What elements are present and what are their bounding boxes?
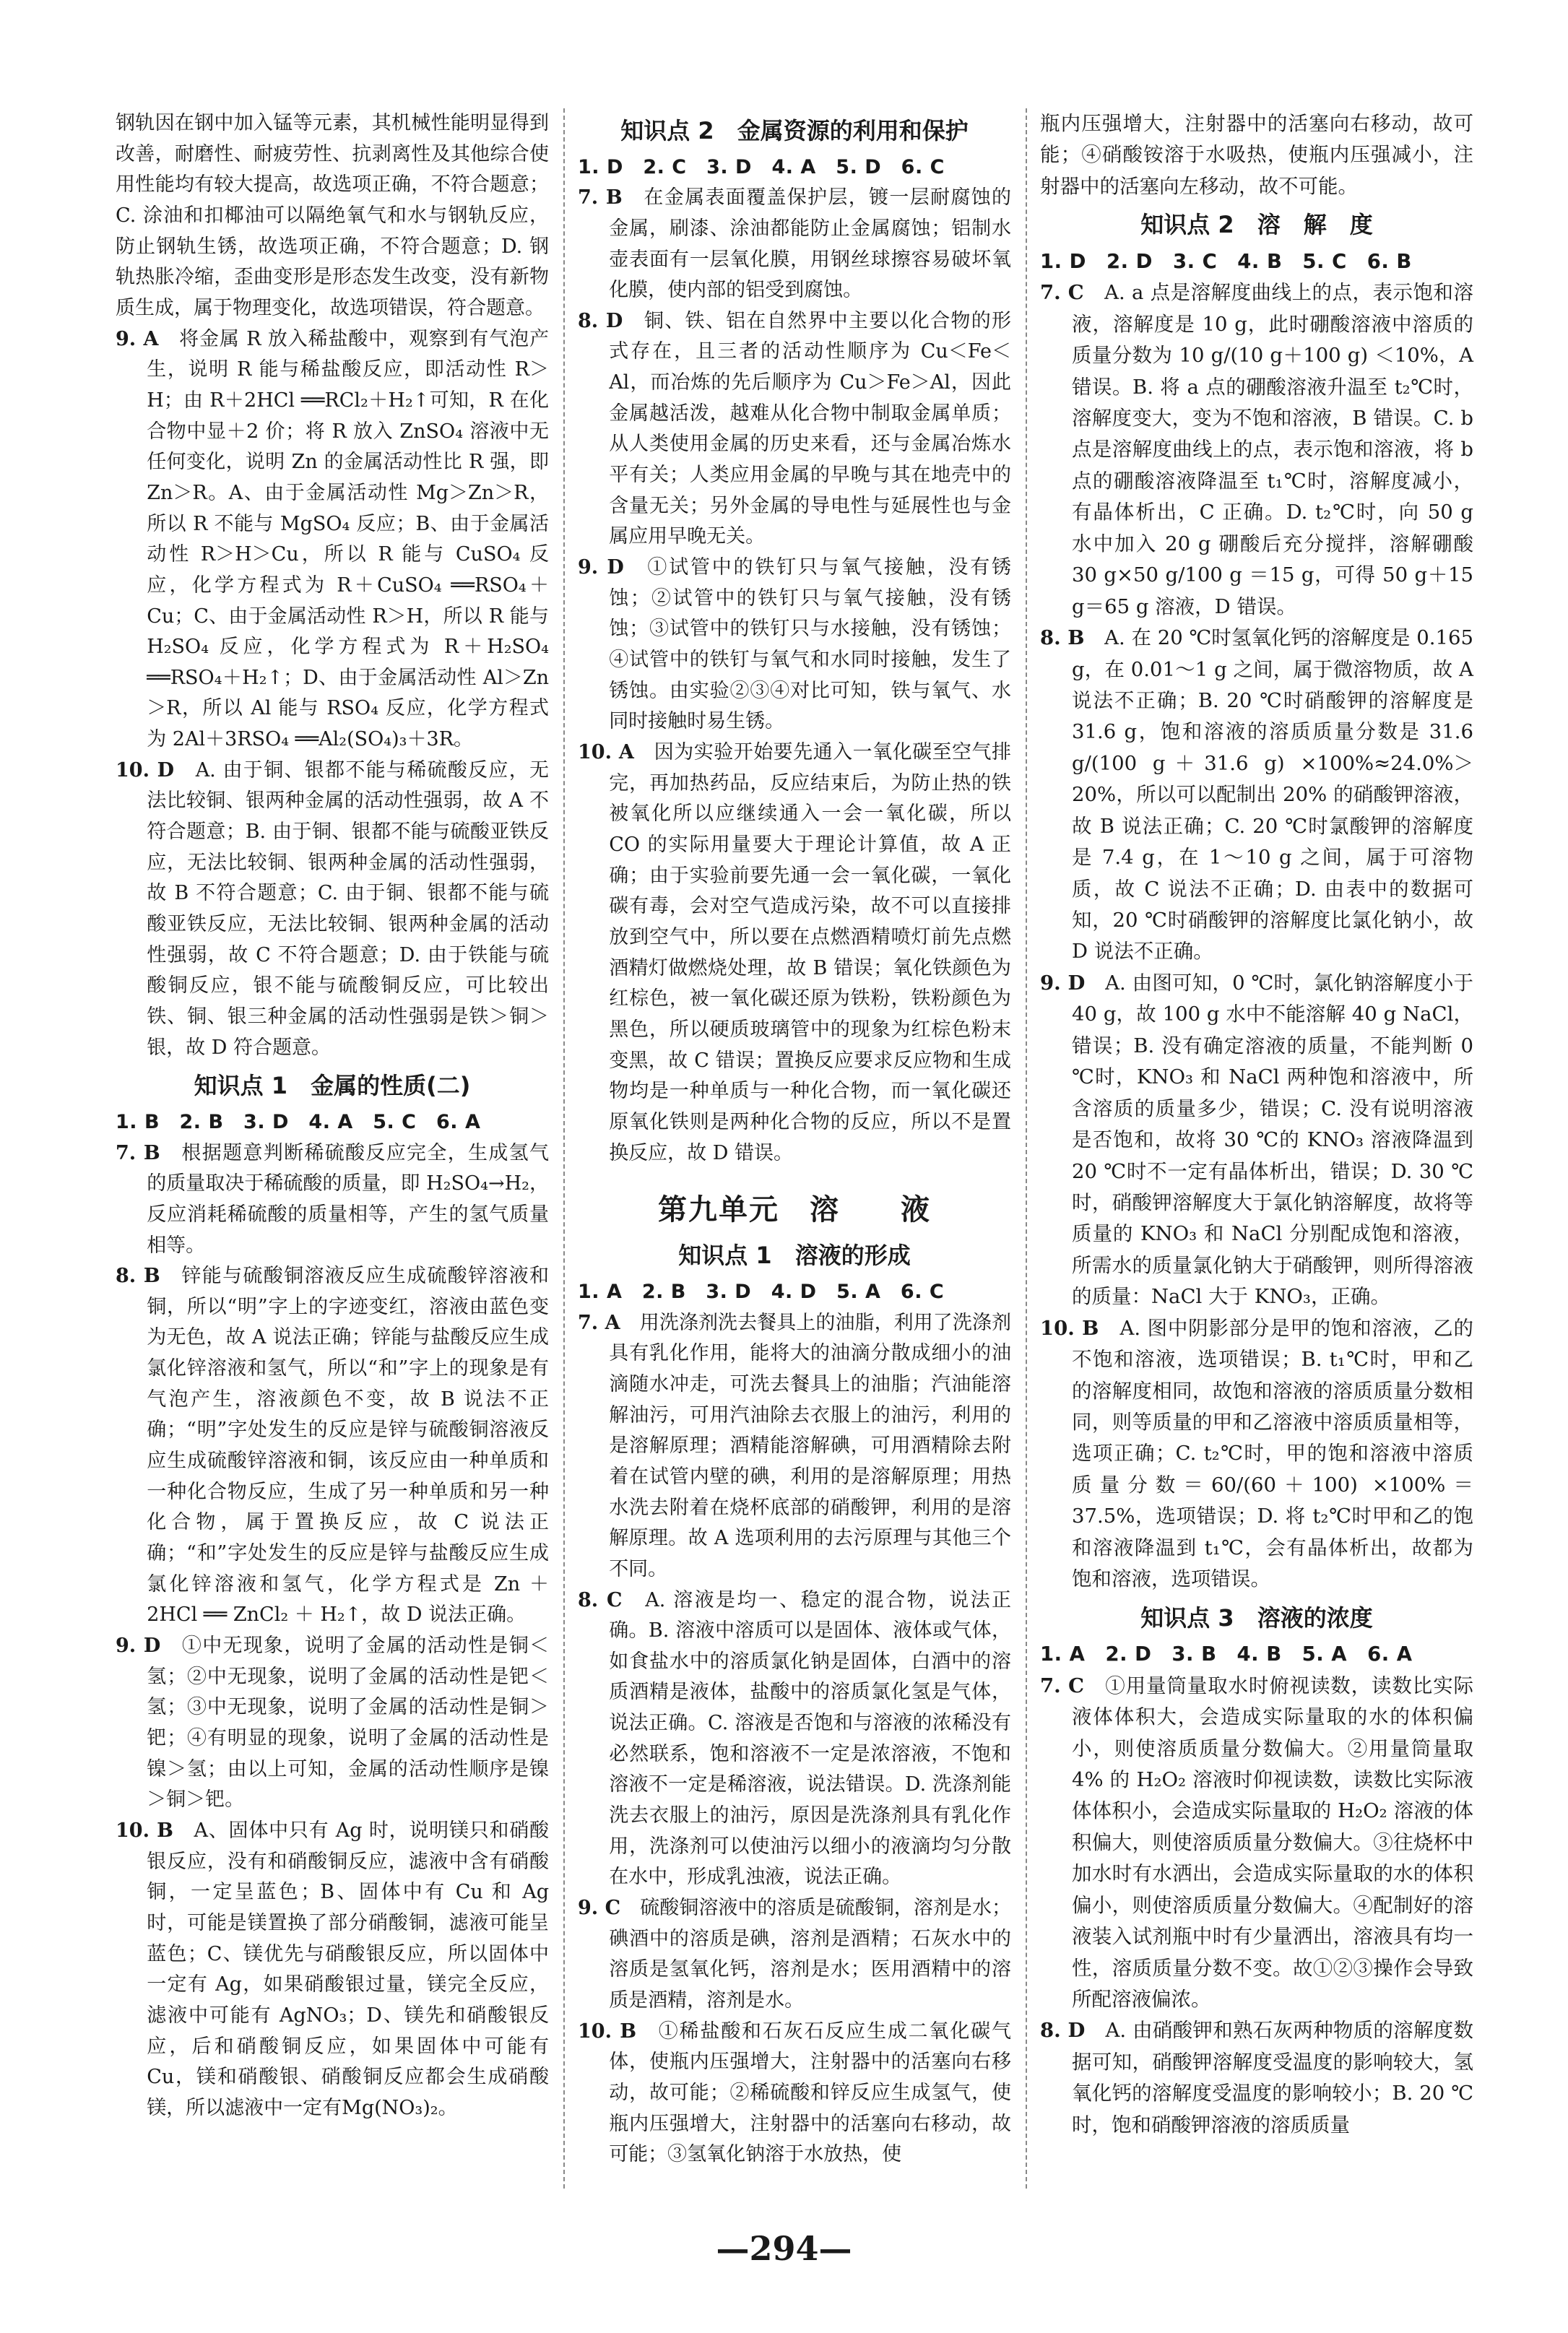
section-heading: 知识点 2 金属资源的利用和保护 [620, 117, 969, 144]
answer-item [116, 1816, 549, 2124]
answer-number: 7. C [1040, 1674, 1085, 1697]
text-column-right [1040, 108, 1473, 2141]
answer-item [1040, 277, 1473, 623]
answer-item [116, 1631, 549, 1816]
answer-item [578, 183, 1011, 306]
answer-explanation: ①试管中的铁钉只与氧气接触，没有锈蚀；②试管中的铁钉只与氧气接触，没有锈蚀；③试管中的铁钉只与水接触，没有锈蚀；④试管中的铁钉与氧气和水同时接触，发生了锈蚀。由实验②③④对比可知，铁与氧气、水同时接触时易生锈。 [609, 556, 1011, 733]
answer-item [1040, 968, 1473, 1313]
answer-number: 7. B [116, 1141, 160, 1164]
column-divider [563, 108, 565, 2189]
answer-number: 9. D [578, 556, 624, 579]
answer-number: 8. B [1040, 626, 1085, 650]
paragraph: 钢轨因在钢中加入锰等元素，其机械性能明显得到改善，耐磨性、耐疲劳性、抗剥离性及其他综合使用性能均有较大提高，故选项正确，不符合题意；C. 涂油和扣椰油可以隔绝氧气和水与钢轨反应，防止钢轨生锈，故选项正确，不符合题意；D. 钢轨热胀冷缩，歪曲变形是形态发生改变，没有新物质生成，属于物理变化，故选项错误，符合题意。 [116, 112, 549, 319]
answer-item [116, 1261, 549, 1631]
answer-explanation: 铜、铁、铝在自然界中主要以化合物的形式存在，且三者的活动性顺序为 Cu＜Fe＜Al，而冶炼的先后顺序为 Cu＞Fe＞Al，因此金属越活泼，越难从化合物中制取金属单质；从人类使用金属的历史来看，还与金属冶炼水平有关；人类应用金属的早晚与其在地壳中的含量无关；另外金属的导电性与延展性也与金属应用早晚无关。 [609, 309, 1012, 548]
answer-item [578, 737, 1011, 1169]
answer-item [578, 1585, 1011, 1894]
answer-item [578, 1893, 1011, 2017]
answer-explanation: A. 由图可知，0 ℃时，氯化钠溶解度小于 40 g，故 100 g 水中不能溶解 40 g NaCl，错误；B. 没有确定溶液的质量，不能判断 0 ℃时，KNO₃ 和 NaCl 两种饱和溶液中，所含溶质的质量多少，错误；C. 没有说明溶液是否饱和，故将 30 ℃的 KNO₃ 溶液降温到 20 ℃时不一定有晶体析出，错误；D. 30 ℃时，硝酸钾溶解度大于氯化钠溶解度，故将等质量的 KNO₃ 和 NaCl 分别配成饱和溶液，所需水的质量氯化钠大于硝酸钾，则所得溶液的质量：NaCl 大于 KNO₃，正确。 [1072, 971, 1474, 1309]
answer-item [116, 1138, 549, 1262]
answer-number: 9. D [116, 1635, 161, 1658]
answer-key-line: 1. D 2. C 3. D 4. A 5. D 6. C [578, 155, 945, 178]
answer-explanation: 因为实验开始要先通入一氧化碳至空气排完，再加热药品，反应结束后，为防止热的铁被氧化所以应继续通入一会一氧化碳，所以 CO 的实际用量要大于理论计算值，故 A 正确；由于实验前要先通一会一氧化碳，一氧化碳有毒，会对空气造成污染，故不可以直接排放到空气中，所以要在点燃酒精喷灯前先点燃酒精灯做燃烧处理，故 B 错误；氧化铁颜色为红棕色，被一氧化碳还原为铁粉，铁粉颜色为黑色，所以硬质玻璃管中的现象为红棕色粉末变黑，故 C 错误；置换反应要求反应物和生成物均是一种单质与一种化合物，而一氧化碳还原氧化铁则是两种化合物的反应，所以不是置换反应，故 D 错误。 [609, 741, 1012, 1164]
answer-explanation: ①稀盐酸和石灰石反应生成二氧化碳气体，使瓶内压强增大，注射器中的活塞向右移动，故可能；②稀硫酸和锌反应生成氢气，使瓶内压强增大，注射器中的活塞向右移动，故可能；③氢氧化钠溶于水放热，使 [609, 2020, 1012, 2166]
answer-item [578, 306, 1011, 553]
answer-number: 7. C [1040, 281, 1084, 305]
answer-number: 8. B [116, 1265, 160, 1288]
answer-item [1040, 623, 1473, 968]
answer-explanation: A. 在 20 ℃时氢氧化钙的溶解度是 0.165 g，在 0.01～1 g 之间，属于微溶物质，故 A 说法不正确；B. 20 ℃时硝酸钾的溶解度是 31.6 g，饱和溶液的溶质质量分数是 31.6 g/(100 g＋31.6 g) ×100%≈24.0%＞20%，所以可以配制出 20% 的硝酸钾溶液，故 B 说法正确；C. 20 ℃时氯酸钾的溶解度是 7.4 g，在 1～10 g 之间，属于可溶物质，故 C 说法不正确；D. 由表中的数据可知，20 ℃时硝酸钾的溶解度比氯化钠小，故 D 说法不正确。 [1072, 626, 1473, 964]
paragraph: 瓶内压强增大，注射器中的活塞向右移动，故可能；④硝酸铵溶于水吸热，使瓶内压强减小，注射器中的活塞向左移动，故不可能。 [1040, 112, 1473, 198]
column-divider [1026, 108, 1027, 2189]
answer-number: 7. A [578, 1311, 620, 1334]
section-heading: 知识点 2 溶 解 度 [1140, 211, 1373, 239]
page-number: —294— [716, 2229, 852, 2268]
answer-number: 8. C [578, 1588, 623, 1611]
answer-explanation: A. 由硝酸钾和熟石灰两种物质的溶解度数据可知，硝酸钾溶解度受温度的影响较大，氢氧化钙的溶解度受温度的影响较小；B. 20 ℃时，饱和硝酸钾溶液的溶质质量 [1072, 2019, 1473, 2137]
answer-item [578, 553, 1011, 737]
section-heading: 知识点 1 金属的性质(二) [194, 1072, 471, 1100]
section-heading: 知识点 1 溶液的形成 [678, 1242, 911, 1270]
answer-number: 10. B [578, 2020, 637, 2043]
answer-explanation: A. 溶液是均一、稳定的混合物，说法正确。B. 溶液中溶质可以是固体、液体或气体，如食盐水中的溶质氯化钠是固体，白酒中的溶质酒精是液体，盐酸中的溶质氯化氢是气体，说法正确。C. 溶液是否饱和与溶液的浓稀没有必然联系，饱和溶液不一定是浓溶液，不饱和溶液不一定是稀溶液，说法错误。D. 洗涤剂能洗去衣服上的油污，原因是洗涤剂具有乳化作用，洗涤剂可以使油污以细小的液滴均匀分散在水中，形成乳浊液，说法正确。 [609, 1588, 1012, 1889]
answer-number: 8. D [1040, 2019, 1086, 2043]
answer-key-line: 1. A 2. B 3. D 4. D 5. A 6. C [578, 1280, 945, 1303]
answer-number: 9. D [1040, 971, 1086, 995]
answer-explanation: A、固体中只有 Ag 时，说明镁只和硝酸银反应，没有和硝酸铜反应，滤液中含有硝酸铜，一定呈蓝色；B、固体中有 Cu 和 Ag 时，可能是镁置换了部分硝酸铜，滤液可能呈蓝色；C、镁优先与硝酸银反应，所以固体中一定有 Ag，如果硝酸银过量，镁完全反应，滤液中可能有 AgNO₃；D、镁先和硝酸银反应，后和硝酸铜反应，如果固体中可能有 Cu，镁和硝酸银、硝酸铜反应都会生成硝酸镁，所以滤液中一定有Mg(NO₃)₂。 [147, 1819, 550, 2119]
answer-explanation: 根据题意判断稀硫酸反应完全，生成氢气的质量取决于稀硫酸的质量，即 H₂SO₄→H₂，反应消耗稀硫酸的质量相等，产生的氢气质量相等。 [147, 1141, 550, 1257]
answer-item [1040, 2015, 1473, 2141]
answer-number: 10. B [116, 1819, 173, 1842]
answer-explanation: A. 图中阴影部分是甲的饱和溶液，乙的不饱和溶液，选项错误；B. t₁℃时，甲和乙的溶解度相同，故饱和溶液的溶质质量分数相同，则等质量的甲和乙溶液中溶质质量相等，选项正确；C. t₂℃时，甲的饱和溶液中溶质质量分数＝60/(60＋100) ×100%＝37.5%，选项错误；D. 将 t₂℃时甲和乙的饱和溶液降温到 t₁℃，会有晶体析出，故都为饱和溶液，选项错误。 [1072, 1316, 1474, 1591]
answer-item [578, 1308, 1011, 1585]
section-heading: 知识点 3 溶液的浓度 [1140, 1603, 1373, 1632]
answer-explanation: ①中无现象，说明了金属的活动性是铜＜氢；②中无现象，说明了金属的活动性是钯＜氢；③中无现象，说明了金属的活动性是铜＞钯；④有明显的现象，说明了金属的活动性是镍＞氢；由以上可知，金属的活动性顺序是镍＞铜＞钯。 [147, 1635, 550, 1812]
answer-number: 10. A [578, 741, 634, 764]
answer-key-line: 1. A 2. D 3. B 4. B 5. A 6. A [1040, 1642, 1413, 1666]
answer-explanation: 在金属表面覆盖保护层，镀一层耐腐蚀的金属，刷漆、涂油都能防止金属腐蚀；铝制水壶表面有一层氧化膜，用钢丝球擦容易破坏氧化膜，使内部的铝受到腐蚀。 [609, 186, 1012, 302]
text-column-middle [578, 108, 1011, 2170]
answer-explanation: 将金属 R 放入稀盐酸中，观察到有气泡产生，说明 R 能与稀盐酸反应，即活动性 R＞H；由 R＋2HCl ══RCl₂＋H₂↑可知，R 在化合物中显＋2 价；将 R 放入 ZnSO₄ 溶液中无任何变化，说明 Zn 的金属活动性比 R 强，即 Zn＞R。A、由于金属活动性 Mg＞Zn＞R，所以 R 不能与 MgSO₄ 反应；B、由于金属活动性 R＞H＞Cu，所以 R 能与 CuSO₄ 反应，化学方程式为 R＋CuSO₄ ══RSO₄＋Cu；C、由于金属活动性 R＞H，所以 R 能与 H₂SO₄ 反应，化学方程式为 R＋H₂SO₄ ══RSO₄＋H₂↑；D、由于金属活动性 Al＞Zn＞R，所以 Al 能与 RSO₄ 反应，化学方程式为 2Al＋3RSO₄ ══Al₂(SO₄)₃＋3R。 [147, 327, 549, 751]
answer-item [1040, 1313, 1473, 1596]
answer-number: 9. C [578, 1897, 621, 1920]
answer-key-line: 1. D 2. D 3. C 4. B 5. C 6. B [1040, 249, 1412, 273]
answer-explanation: A. a 点是溶解度曲线上的点，表示饱和溶液，溶解度是 10 g，此时硼酸溶液中溶质的质量分数为 10 g/(10 g＋100 g) ＜10%，A 错误。B. 将 a 点的硼酸溶液升温至 t₂℃时，溶解度变大，变为不饱和溶液，B 错误。C. b 点是溶解度曲线上的点，表示饱和溶液，将 b 点的硼酸溶液降温至 t₁℃时，溶解度减小，有晶体析出，C 正确。D. t₂℃时，向 50 g 水中加入 20 g 硼酸后充分搅拌，溶解硼酸 30 g×50 g/100 g ＝15 g，可得 50 g＋15 g＝65 g 溶液，D 错误。 [1072, 281, 1474, 618]
answer-number: 10. D [116, 758, 175, 782]
answer-explanation: ①用量筒量取水时俯视读数，读数比实际液体体积大，会造成实际量取的水的体积偏小，则使溶质质量分数偏大。②用量筒量取 4% 的 H₂O₂ 溶液时仰视读数，读数比实际液体体积小，会造成实际量取的 H₂O₂ 溶液的体积偏大，则使溶质质量分数偏大。③往烧杯中加水时有水洒出，会造成实际量取的水的体积偏小，则使溶质质量分数偏大。④配制好的溶液装入试剂瓶中时有少量洒出，溶液具有均一性，溶质质量分数不变。故①②③操作会导致所配溶液偏浓。 [1072, 1674, 1474, 2012]
answer-explanation: A. 由于铜、银都不能与稀硫酸反应，无法比较铜、银两种金属的活动性强弱，故 A 不符合题意；B. 由于铜、银都不能与硫酸亚铁反应，无法比较铜、银两种金属的活动性强弱，故 B 不符合题意；C. 由于铜、银都不能与硫酸亚铁反应，无法比较铜、银两种金属的活动性强弱，故 C 不符合题意；D. 由于铁能与硫酸铜反应，银不能与硫酸铜反应，可比较出铁、铜、银三种金属的活动性强弱是铁＞铜＞银，故 D 符合题意。 [147, 758, 550, 1059]
answer-explanation: 锌能与硫酸铜溶液反应生成硫酸锌溶液和铜，所以“明”字上的字迹变红，溶液由蓝色变为无色，故 A 说法正确；锌能与盐酸反应生成氯化锌溶液和氢气，所以“和”字上的现象是有气泡产生，溶液颜色不变，故 B 说法不正确；“明”字处发生的反应是锌与硫酸铜溶液反应生成硫酸锌溶液和铜，该反应由一种单质和一种化合物反应，生成了另一种单质和另一种化合物，属于置换反应，故 C 说法正确；“和”字处发生的反应是锌与盐酸反应生成氯化锌溶液和氢气，化学方程式是 Zn ＋ 2HCl ══ ZnCl₂ ＋ H₂↑，故 D 说法正确。 [147, 1265, 550, 1627]
text-column-left [116, 108, 549, 2124]
answer-item [1040, 1671, 1473, 2016]
answer-explanation: 用洗涤剂洗去餐具上的油脂，利用了洗涤剂具有乳化作用，能将大的油滴分散成细小的油滴随水冲走，可洗去餐具上的油脂；汽油能溶解油污，可用汽油除去衣服上的油污，利用的是溶解原理；酒精能溶解碘，可用酒精除去附着在试管内壁的碘，利用的是溶解原理；用热水洗去附着在烧杯底部的硝酸钾，利用的是溶解原理。故 A 选项利用的去污原理与其他三个不同。 [609, 1311, 1011, 1580]
answer-explanation: 硫酸铜溶液中的溶质是硫酸铜，溶剂是水；碘酒中的溶质是碘，溶剂是酒精；石灰水中的溶质是氢氧化钙，溶剂是水；医用酒精中的溶质是酒精，溶剂是水。 [609, 1897, 1012, 2012]
answer-item [116, 324, 549, 756]
answer-number: 8. D [578, 309, 623, 332]
answer-number: 10. B [1040, 1316, 1099, 1340]
answer-item [116, 756, 549, 1064]
answer-item [578, 2017, 1011, 2170]
answer-key-line: 1. B 2. B 3. D 4. A 5. C 6. A [116, 1110, 481, 1133]
answer-number: 9. A [116, 327, 159, 350]
answer-number: 7. B [578, 186, 623, 209]
unit-title: 第九单元 溶 液 [658, 1193, 931, 1227]
